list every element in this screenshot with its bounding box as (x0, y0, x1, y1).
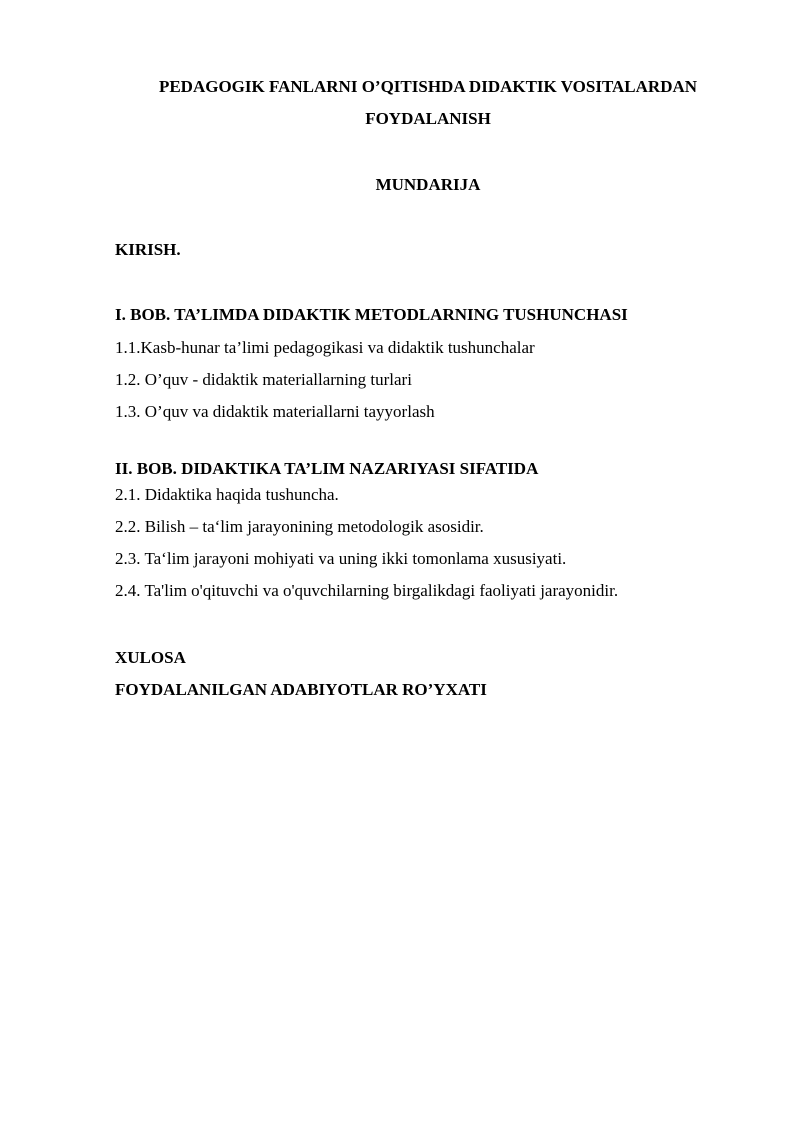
toc-entry-conclusion: XULOSA (115, 648, 186, 667)
toc-item-1-3: 1.3. O’quv va didaktik materiallarni tayyorlash (115, 402, 435, 421)
document-title-line-2: FOYDALANISH (365, 109, 491, 128)
toc-item-2-1: 2.1. Didaktika haqida tushuncha. (115, 485, 339, 504)
toc-entry-references: FOYDALANILGAN ADABIYOTLAR RO’YXATI (115, 680, 487, 699)
toc-item-1-1: 1.1.Kasb-hunar ta’limi pedagogikasi va didaktik tushunchalar (115, 338, 535, 357)
toc-item-1-2: 1.2. O’quv - didaktik materiallarning turlari (115, 370, 412, 389)
toc-item-2-2: 2.2. Bilish – ta‘lim jarayonining metodologik asosidir. (115, 517, 484, 536)
toc-chapter-2-heading: II. BOB. DIDAKTIKA TA’LIM NAZARIYASI SIFATIDA (115, 459, 539, 478)
document-title-line-1: PEDAGOGIK FANLARNI O’QITISHDA DIDAKTIK VOSITALARDAN (158, 77, 698, 96)
toc-item-2-3: 2.3. Ta‘lim jarayoni mohiyati va uning ikki tomonlama xususiyati. (115, 549, 567, 568)
toc-heading: MUNDARIJA (375, 175, 481, 194)
toc-entry-intro: KIRISH. (115, 240, 181, 259)
toc-item-2-4: 2.4. Ta'lim o'qituvchi va o'quvchilarning birgalikdagi faoliyati jarayonidir. (115, 581, 619, 600)
toc-chapter-1-heading: I. BOB. TA’LIMDA DIDAKTIK METODLARNING TUSHUNCHASI (115, 305, 628, 324)
